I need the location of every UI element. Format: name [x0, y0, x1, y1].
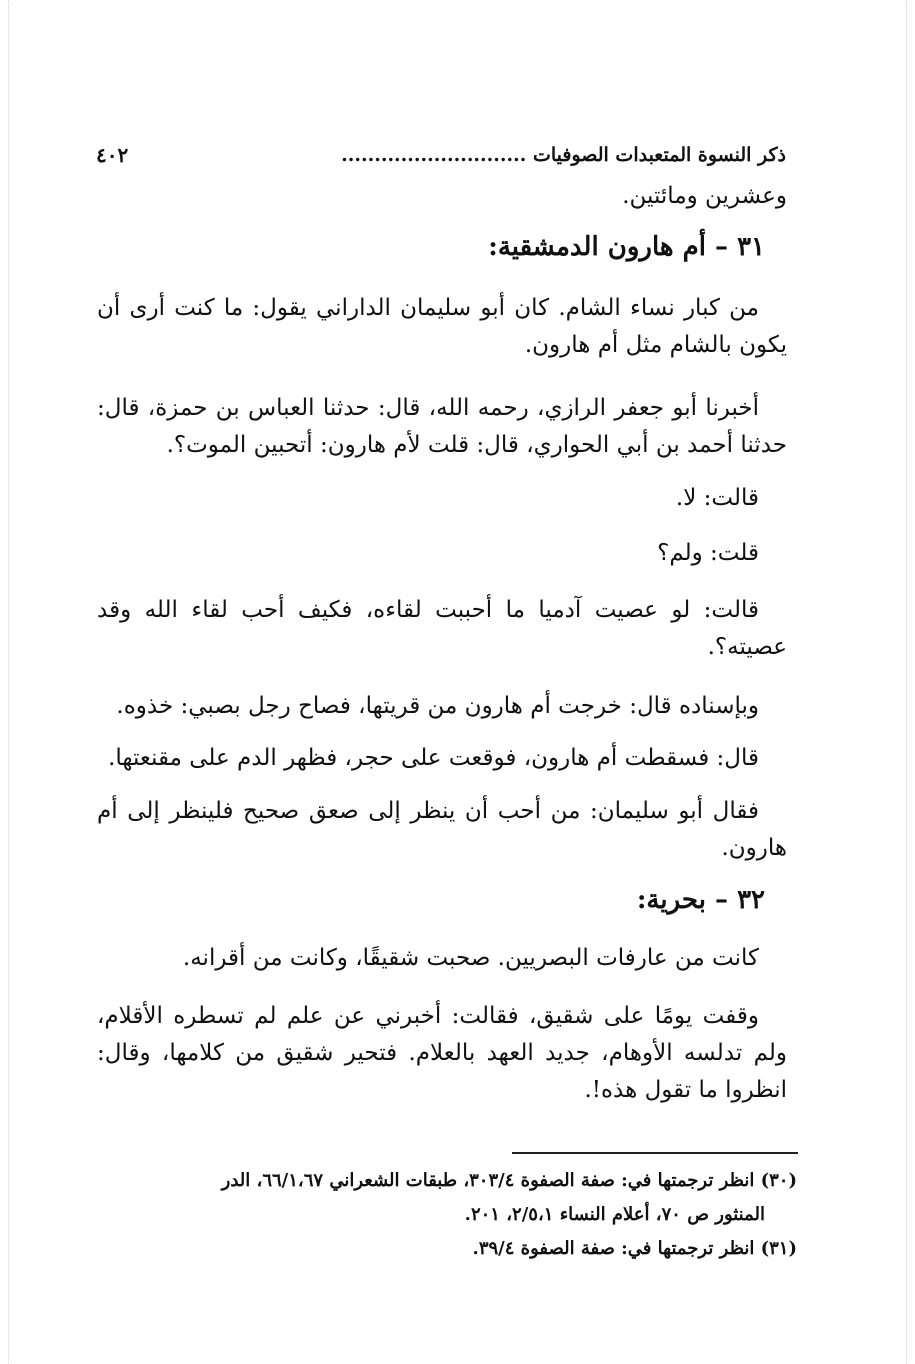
paragraph-1: من كبار نساء الشام. كان أبو سليمان الداراني يقول: ما كنت أرى أن يكون بالشام مثل أم هارون. [97, 295, 787, 358]
footnotes [97, 1164, 797, 1266]
paragraph-7: قال: فسقطت أم هارون، فوقعت على حجر، فظهر الدم على مقنعتها. [108, 745, 759, 771]
page-number: ٤٠٢ [96, 143, 129, 167]
entry-heading-32: ٣٢ – بحرية: [636, 885, 765, 915]
paragraph-8: فقال أبو سليمان: من أحب أن ينظر إلى صعق صحيح فلينظر إلى أم هارون. [97, 798, 787, 861]
paragraph-10: وقفت يومًا على شقيق، فقالت: أخبرني عن علم لم تسطره الأقلام، ولم تدلسه الأوهام، جديد العهد بالعلام. فتحير شقيق من كلامها، وقال: انظروا ما تقول هذه!. [97, 1003, 787, 1103]
paragraph-2: أخبرنا أبو جعفر الرازي، رحمه الله، قال: حدثنا العباس بن حمزة، قال: حدثنا أحمد بن أبي الحواري، قال: قلت لأم هارون: أتحبين الموت؟. [97, 395, 787, 458]
scan-margin-left [8, 0, 9, 1364]
footnote-separator [512, 1152, 798, 1154]
carry-over-line: وعشرين ومائتين. [622, 183, 787, 209]
paragraph-4: قلت: ولم؟ [657, 540, 759, 566]
entry-heading-31: ٣١ – أم هارون الدمشقية: [488, 232, 765, 262]
paragraph-6: وبإسناده قال: خرجت أم هارون من قريتها، فصاح رجل بصبي: خذوه. [116, 693, 759, 719]
paragraph-9: كانت من عارفات البصريين. صحبت شقيقًا، وكانت من أقرانه. [182, 945, 759, 971]
running-header [96, 140, 786, 170]
paragraph-3: قالت: لا. [675, 485, 759, 511]
paragraph-5: قالت: لو عصيت آدميا ما أحببت لقاءه، فكيف أحب لقاء الله وقد عصيته؟. [97, 597, 787, 660]
footnote-31: (٣١) انظر ترجمتها في: صفة الصفوة ٣٩/٤. [472, 1238, 797, 1259]
footnote-30-line-2: المنثور ص ٧٠، أعلام النساء ٢/٥،١، ٢٠١. [464, 1204, 765, 1225]
running-title: ذكر النسوة المتعبدات الصوفيات ............................ [341, 144, 786, 166]
footnote-30-line-1: (٣٠) انظر ترجمتها في: صفة الصفوة ٣٠٣/٤، طبقات الشعراني ٦٦/١،٦٧، الدر [221, 1170, 797, 1191]
scan-margin-right [906, 0, 907, 1364]
